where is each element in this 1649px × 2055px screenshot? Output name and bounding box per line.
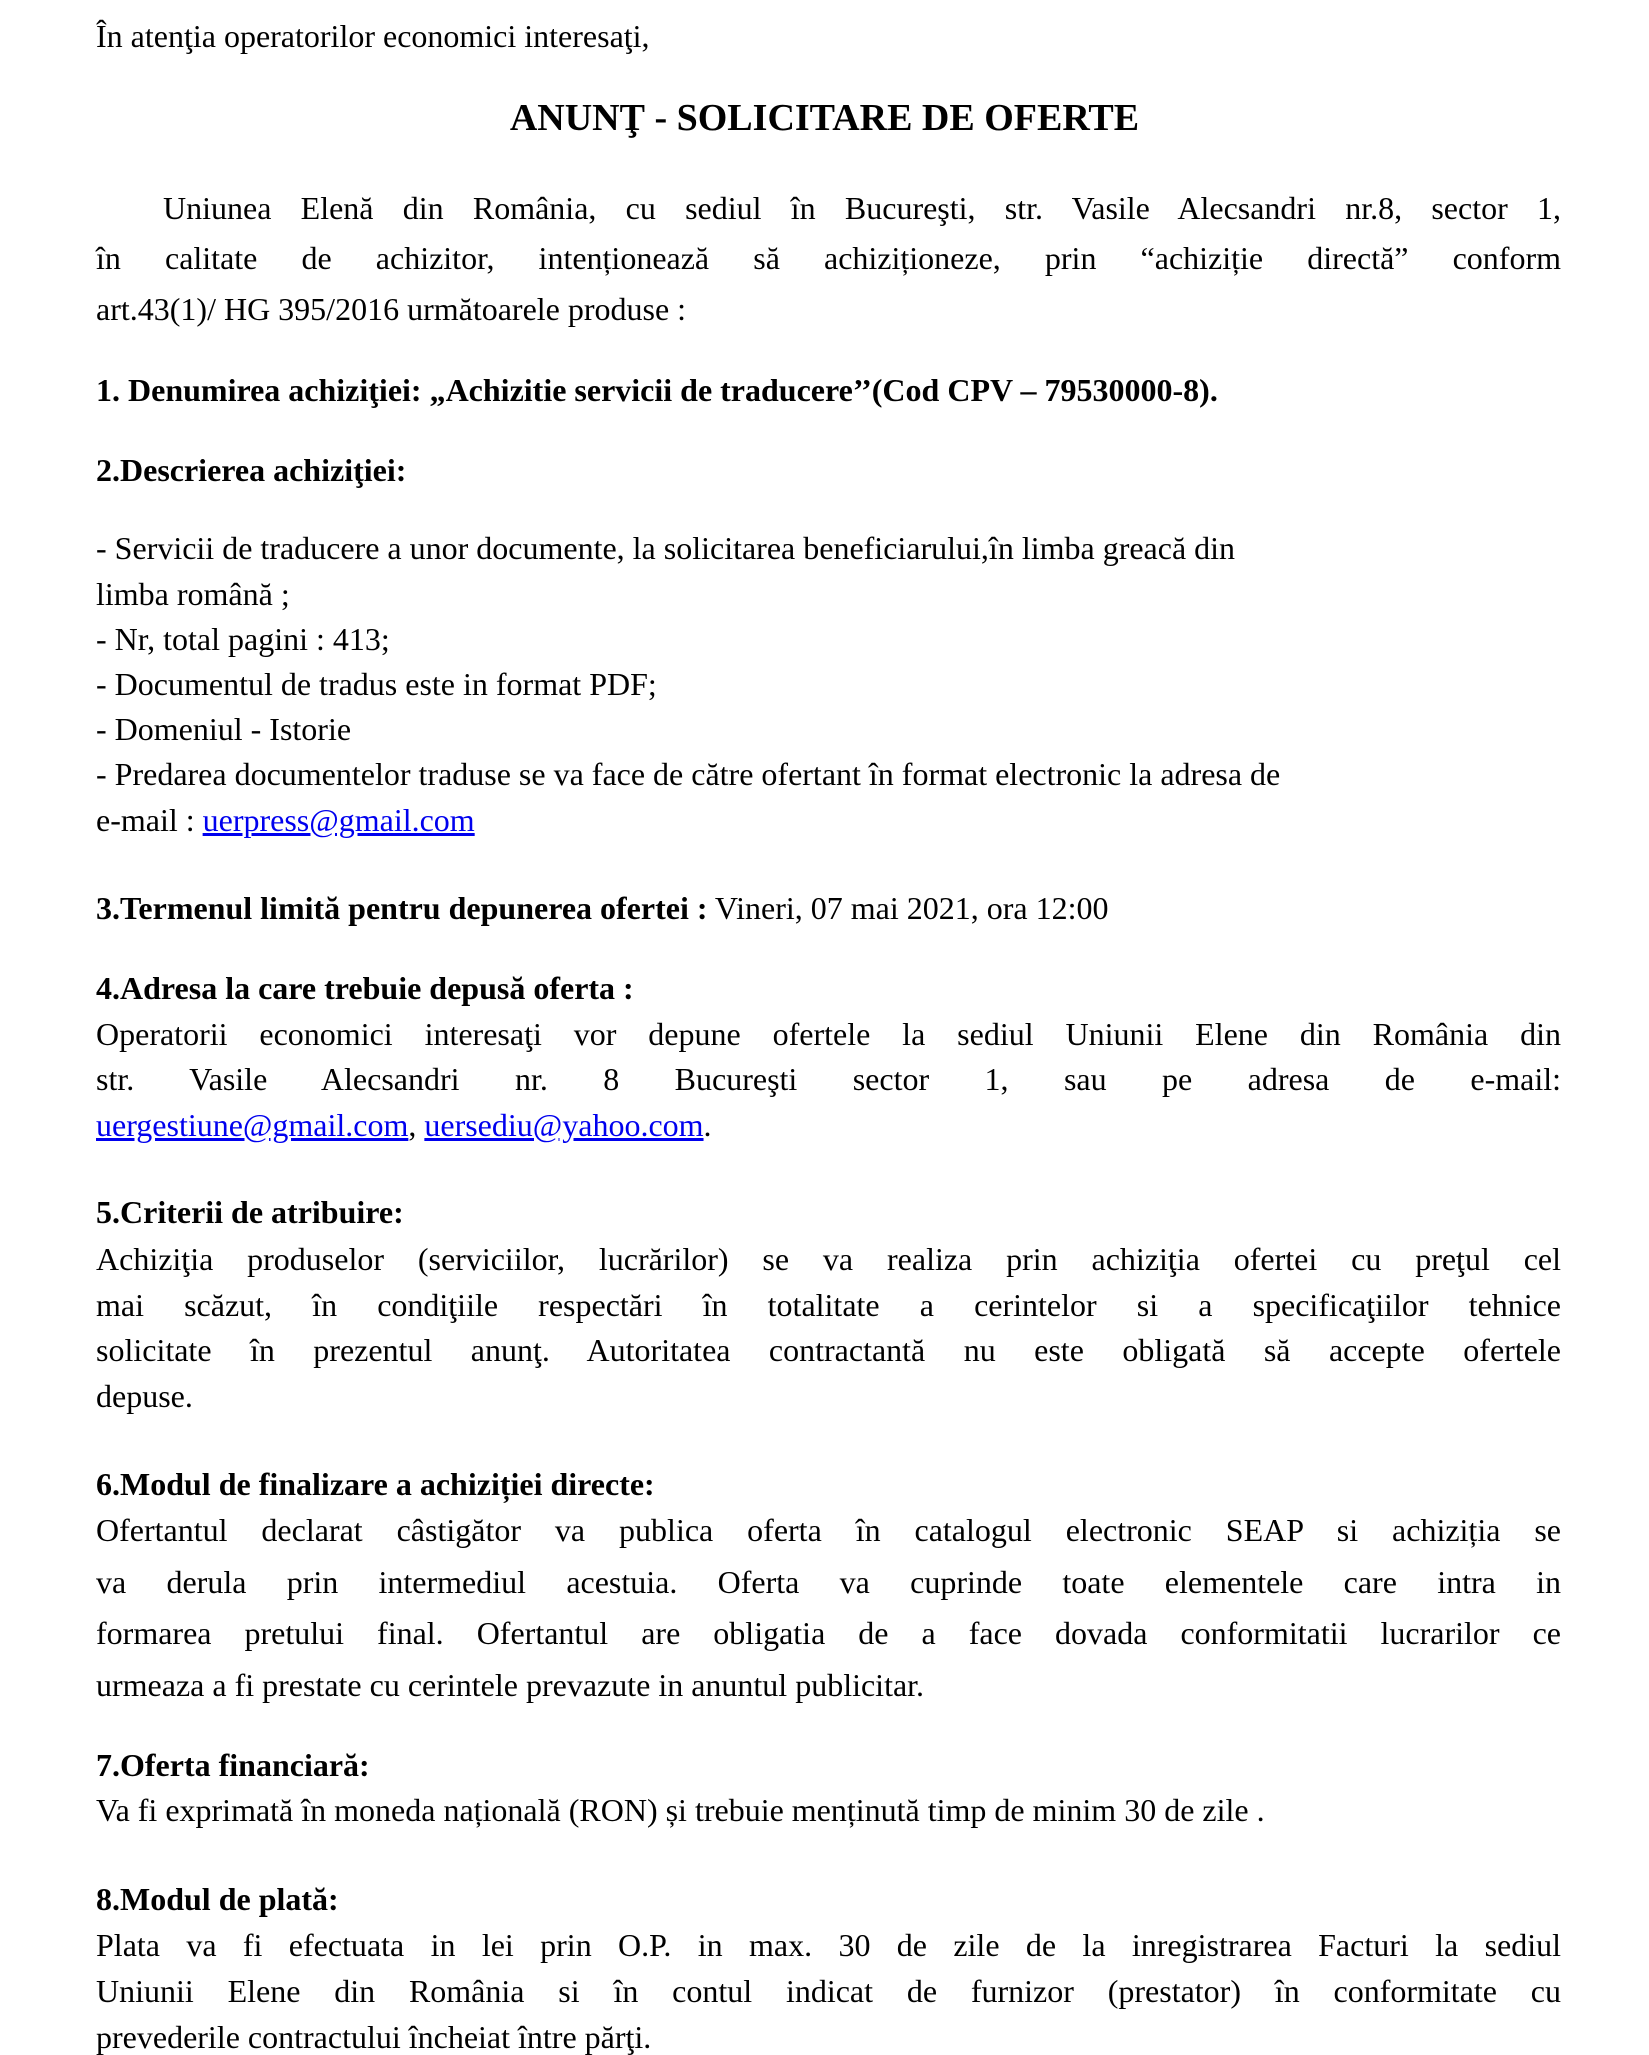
intro-line: în calitate de achizitor, intenționează să achiziționeze, prin “achiziție directă” conform	[96, 240, 1561, 276]
email-link-uerpress[interactable]: uerpress@gmail.com	[202, 802, 475, 838]
email-link-uersediu[interactable]: uersediu@yahoo.com	[424, 1107, 704, 1143]
section-8-heading: 8.Modul de plată:	[96, 1881, 339, 1917]
list-item: limba română ;	[96, 576, 290, 612]
list-item: - Nr, total pagini : 413;	[96, 621, 390, 657]
email-line	[96, 802, 1561, 838]
period: .	[703, 1107, 712, 1143]
paragraph-line: str. Vasile Alecsandri nr. 8 Bucureşti sector 1, sau pe adresa de e-mail:	[96, 1061, 1561, 1097]
paragraph-line: Va fi exprimată în moneda națională (RON) și trebuie menținută timp de minim 30 de zile .	[96, 1792, 1265, 1828]
section-5-heading: 5.Criterii de atribuire:	[96, 1194, 404, 1230]
paragraph-line: mai scăzut, în condiţiile respectări în totalitate a cerintelor si a specificaţiilor tehnice	[96, 1287, 1561, 1323]
paragraph-line: solicitate în prezentul anunţ. Autoritatea contractantă nu este obligată să accepte ofertele	[96, 1332, 1561, 1368]
paragraph-line: Achiziţia produselor (serviciilor, lucrărilor) se va realiza prin achiziţia ofertei cu preţul cel	[96, 1241, 1561, 1277]
deadline-value: Vineri, 07 mai 2021, ora 12:00	[707, 890, 1109, 926]
page-title: ANUNŢ - SOLICITARE DE OFERTE	[509, 97, 1140, 139]
email-line	[96, 1107, 1561, 1143]
paragraph-line: depuse.	[96, 1378, 193, 1414]
intro-line: art.43(1)/ HG 395/2016 următoarele produse :	[96, 291, 687, 327]
paragraph-line: prevederile contractului încheiat între părţi.	[96, 2019, 652, 2055]
paragraph-line: formarea pretului final. Ofertantul are obligatia de a face dovada conformitatii lucrarilor ce	[96, 1615, 1561, 1651]
section-3-heading: 3.Termenul limită pentru depunerea ofertei :	[96, 890, 708, 926]
section-6-heading: 6.Modul de finalizare a achiziției directe:	[96, 1466, 655, 1502]
section-3	[96, 890, 1561, 926]
list-item: - Domeniul - Istorie	[96, 711, 352, 747]
paragraph-line: urmeaza a fi prestate cu cerintele prevazute in anuntul publicitar.	[96, 1667, 925, 1703]
paragraph-line: va derula prin intermediul acestuia. Oferta va cuprinde toate elementele care intra in	[96, 1564, 1561, 1600]
greeting: În atenţia operatorilor economici interesaţi,	[96, 18, 650, 54]
list-item: - Predarea documentelor traduse se va face de către ofertant în format electronic la adresa de	[96, 756, 1281, 792]
section-2-heading: 2.Descrierea achiziţiei:	[96, 452, 407, 488]
email-link-uergestiune[interactable]: uergestiune@gmail.com	[96, 1107, 409, 1143]
section-7-heading: 7.Oferta financiară:	[96, 1747, 370, 1783]
separator: ,	[408, 1107, 425, 1143]
section-4-heading: 4.Adresa la care trebuie depusă oferta :	[96, 970, 634, 1006]
list-item: - Documentul de tradus este in format PDF;	[96, 666, 657, 702]
paragraph-line: Uniunii Elene din România si în contul indicat de furnizor (prestator) în conformitate cu	[96, 1973, 1561, 2009]
list-item: - Servicii de traducere a unor documente, la solicitarea beneficiarului,în limba greacă din	[96, 530, 1236, 566]
paragraph-line: Ofertantul declarat câstigător va publica oferta în catalogul electronic SEAP si achiziția se	[96, 1512, 1561, 1548]
paragraph-line: Operatorii economici interesaţi vor depune ofertele la sediul Uniunii Elene din România din	[96, 1016, 1561, 1052]
intro-line: Uniunea Elenă din România, cu sediul în Bucureşti, str. Vasile Alecsandri nr.8, sector 1,	[163, 190, 1561, 226]
email-prefix: e-mail :	[96, 802, 203, 838]
section-1-heading: 1. Denumirea achiziţiei: „Achizitie servicii de traducere’’(Cod CPV – 79530000-8).	[96, 372, 1218, 408]
paragraph-line: Plata va fi efectuata in lei prin O.P. in max. 30 de zile de la inregistrarea Facturi la sediul	[96, 1927, 1561, 1963]
